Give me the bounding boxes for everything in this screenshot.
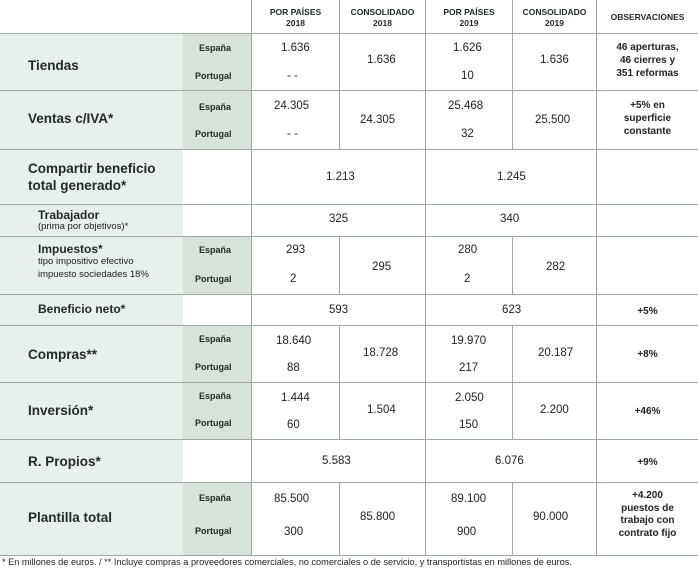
row-sublabel-impuestos-1: tipo impositivo efectivo	[38, 256, 134, 267]
inversion-cons-2018: 1.504	[367, 404, 396, 416]
header-por-paises-2018: POR PAÍSES 2018	[269, 7, 322, 28]
impuestos-cons-2018: 295	[372, 261, 392, 273]
row-divider	[0, 555, 698, 556]
inversion-cons-2019: 2.200	[540, 404, 569, 416]
column-divider	[339, 33, 340, 149]
column-divider	[512, 325, 513, 439]
compras-pt-2019: 217	[459, 362, 479, 374]
row-label-trabajador: Trabajador	[38, 208, 100, 222]
row-label-impuestos: Impuestos*	[38, 242, 103, 256]
compras-observaciones: +8%	[637, 349, 658, 360]
country-bg-ventas	[183, 90, 251, 149]
row-divider	[0, 325, 698, 326]
rpropios-observaciones: +9%	[637, 457, 658, 468]
tiendas-es-2019: 1.626	[453, 42, 482, 54]
row-divider	[0, 294, 698, 295]
row-divider	[0, 33, 698, 34]
inversion-observaciones: +46%	[634, 406, 661, 417]
tiendas-cons-2018: 1.636	[367, 54, 396, 66]
inversion-es-2018: 1.444	[281, 392, 310, 404]
row-sublabel-impuestos-2: impuesto sociedades 18%	[38, 269, 149, 280]
column-divider	[596, 0, 597, 555]
ventas-cons-2018: 24.305	[360, 114, 396, 126]
country-label-spain: España	[199, 102, 232, 112]
row-label-inversion: Inversión*	[28, 403, 94, 418]
rpropios-2018: 5.583	[322, 455, 351, 467]
column-divider	[339, 482, 340, 555]
header-por-paises-2019: POR PAÍSES 2019	[443, 7, 495, 28]
plantilla-pt-2019: 900	[457, 526, 477, 538]
row-label-compartir: Compartir beneficio total generado*	[28, 161, 156, 193]
plantilla-cons-2019: 90.000	[533, 511, 569, 523]
plantilla-es-2019: 89.100	[451, 493, 487, 505]
header-observaciones: OBSERVACIONES	[610, 12, 685, 22]
impuestos-pt-2019: 2	[464, 273, 471, 285]
compras-pt-2018: 88	[287, 362, 300, 374]
row-sublabel-trabajador: (prima por objetivos)*	[38, 221, 129, 232]
footnote: * En millones de euros. / ** Incluye compras a proveedores comerciales, no comerciales o de servicio, y transportistas en millones de euros.	[2, 557, 572, 567]
beneficio-2019: 623	[502, 304, 522, 316]
country-label-portugal: Portugal	[195, 274, 232, 284]
country-bg-tiendas	[183, 33, 251, 90]
row-divider	[0, 382, 698, 383]
compras-cons-2019: 20.187	[538, 347, 574, 359]
country-label-spain: España	[199, 493, 232, 503]
ventas-pt-2018: - -	[287, 128, 298, 140]
tiendas-pt-2018: - -	[287, 70, 298, 82]
tiendas-pt-2019: 10	[461, 70, 474, 82]
country-label-portugal: Portugal	[195, 129, 232, 139]
inversion-pt-2018: 60	[287, 419, 300, 431]
ventas-es-2019: 25.468	[448, 100, 484, 112]
trabajador-2019: 340	[500, 213, 520, 225]
inversion-pt-2019: 150	[459, 419, 479, 431]
ventas-observaciones: +5% en superficie constante	[623, 100, 672, 137]
column-divider	[339, 325, 340, 439]
impuestos-pt-2018: 2	[290, 273, 297, 285]
compras-es-2019: 19.970	[451, 335, 487, 347]
column-divider	[512, 33, 513, 149]
column-divider	[512, 236, 513, 294]
row-divider	[0, 439, 698, 440]
row-label-ventas: Ventas c/IVA*	[28, 111, 114, 126]
row-label-beneficio: Beneficio neto*	[38, 302, 126, 316]
rpropios-2019: 6.076	[495, 455, 524, 467]
country-label-spain: España	[199, 334, 232, 344]
row-label-plantilla: Plantilla total	[28, 510, 113, 525]
country-label-spain: España	[199, 245, 232, 255]
header-consolidado-2018: CONSOLIDADO 2018	[350, 7, 415, 28]
trabajador-2018: 325	[329, 213, 349, 225]
inversion-es-2019: 2.050	[455, 392, 484, 404]
beneficio-observaciones: +5%	[637, 306, 658, 317]
country-label-portugal: Portugal	[195, 362, 232, 372]
row-label-rpropios: R. Propios*	[28, 454, 101, 469]
plantilla-pt-2018: 300	[284, 526, 304, 538]
column-divider	[251, 0, 252, 555]
row-divider	[0, 204, 698, 205]
country-label-portugal: Portugal	[195, 418, 232, 428]
country-label-portugal: Portugal	[195, 71, 232, 81]
tiendas-observaciones: 46 aperturas, 46 cierres y 351 reformas	[616, 42, 679, 79]
row-label-compras: Compras**	[28, 347, 98, 362]
impuestos-cons-2019: 282	[546, 261, 566, 273]
row-label-tiendas: Tiendas	[28, 58, 79, 73]
country-label-spain: España	[199, 391, 232, 401]
impuestos-es-2019: 280	[458, 244, 478, 256]
column-divider	[425, 0, 426, 555]
tiendas-cons-2019: 1.636	[540, 54, 569, 66]
ventas-pt-2019: 32	[461, 128, 474, 140]
ventas-es-2018: 24.305	[274, 100, 310, 112]
row-divider	[0, 236, 698, 237]
compras-es-2018: 18.640	[276, 335, 312, 347]
impuestos-es-2018: 293	[286, 244, 306, 256]
country-label-spain: España	[199, 43, 232, 53]
beneficio-2018: 593	[329, 304, 349, 316]
compartir-2018: 1.213	[326, 171, 355, 183]
plantilla-observaciones: +4.200 puestos de trabajo con contrato fijo	[618, 490, 677, 539]
tiendas-es-2018: 1.636	[281, 42, 310, 54]
row-divider	[0, 90, 698, 91]
plantilla-es-2018: 85.500	[274, 493, 310, 505]
column-divider	[339, 236, 340, 294]
header-consolidado-2019: CONSOLIDADO 2019	[522, 7, 587, 28]
compartir-2019: 1.245	[497, 171, 526, 183]
plantilla-cons-2018: 85.800	[360, 511, 396, 523]
country-label-portugal: Portugal	[195, 526, 232, 536]
row-divider	[0, 482, 698, 483]
column-divider	[512, 482, 513, 555]
compras-cons-2018: 18.728	[363, 347, 399, 359]
row-divider	[0, 149, 698, 150]
ventas-cons-2019: 25.500	[535, 114, 571, 126]
